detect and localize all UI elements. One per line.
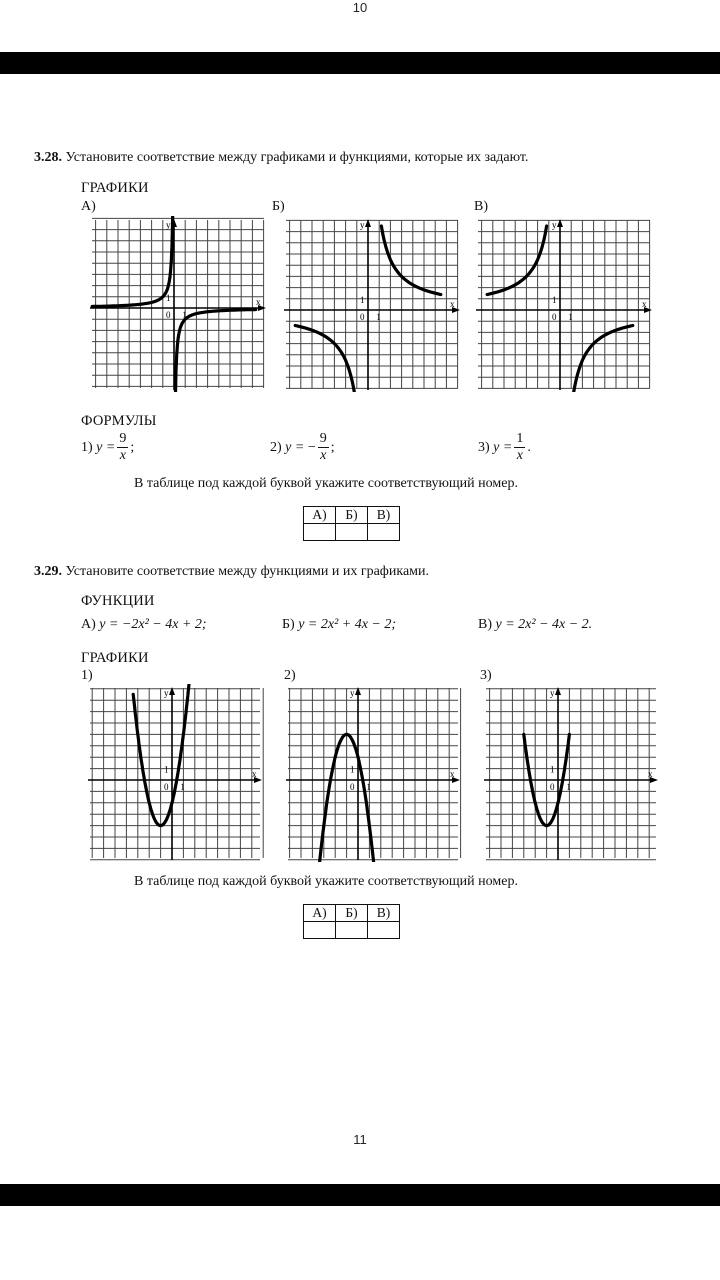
task-329-instruction: В таблице под каждой буквой укажите соответствующий номер. bbox=[134, 874, 518, 889]
y-axis-label: y bbox=[166, 220, 171, 230]
answer-cell-v[interactable] bbox=[368, 524, 400, 541]
function-v-letter: В) bbox=[478, 617, 492, 632]
formula-2-lhs: y = bbox=[285, 439, 305, 455]
answer-cell-a[interactable] bbox=[304, 922, 336, 939]
graph-label-3: 3) bbox=[480, 668, 492, 683]
function-a-text: y = −2x² − 4x + 2; bbox=[99, 617, 207, 632]
answer-header-v: В) bbox=[368, 905, 400, 922]
function-b bbox=[282, 617, 396, 633]
formula-1-numerator: 9 bbox=[119, 431, 127, 446]
answer-header-v: В) bbox=[368, 507, 400, 524]
task-328-formulas-heading: ФОРМУЛЫ bbox=[81, 413, 157, 429]
formula-2-index: 2) bbox=[270, 439, 282, 455]
y-axis-arrow-icon bbox=[169, 687, 175, 695]
graph-label-v: В) bbox=[474, 199, 488, 214]
formula-2 bbox=[270, 432, 335, 463]
function-v-text: y = 2x² − 4x − 2. bbox=[495, 617, 593, 632]
task-328-answer-table bbox=[303, 506, 400, 541]
graph-label-2: 2) bbox=[284, 668, 296, 683]
formula-2-tail: ; bbox=[330, 439, 335, 455]
origin-label: 0 bbox=[164, 782, 169, 792]
x-axis-label: x bbox=[256, 297, 261, 307]
x-axis-label: x bbox=[450, 769, 455, 779]
answer-cell-a[interactable] bbox=[304, 524, 336, 541]
origin-label: 0 bbox=[360, 312, 365, 322]
formula-1-lhs: y = bbox=[96, 439, 116, 455]
y-unit-label: 1 bbox=[550, 764, 555, 775]
x-axis-label: x bbox=[450, 299, 455, 309]
formula-2-denominator: x bbox=[320, 448, 327, 463]
hyperbola-graph-v bbox=[474, 216, 654, 392]
page-number-top: 10 bbox=[352, 0, 368, 15]
answer-header-b: Б) bbox=[336, 905, 368, 922]
function-b-text: y = 2x² + 4x − 2; bbox=[298, 617, 397, 632]
page-separator-top bbox=[0, 52, 720, 74]
function-curve-1 bbox=[133, 684, 190, 826]
answer-cell-b[interactable] bbox=[336, 524, 368, 541]
graph-label-1: 1) bbox=[81, 668, 93, 683]
parabola-graph-2 bbox=[284, 684, 462, 862]
task-328-heading bbox=[34, 150, 528, 166]
x-unit-label: 1 bbox=[180, 782, 185, 792]
task-328-instruction: В таблице под каждой буквой укажите соответствующий номер. bbox=[134, 476, 518, 491]
origin-label: 0 bbox=[166, 310, 171, 320]
x-axis-label: x bbox=[252, 769, 257, 779]
task-328-number: 3.28. bbox=[34, 150, 62, 165]
formula-3-denominator: x bbox=[516, 448, 523, 463]
x-unit-label: 1 bbox=[566, 782, 571, 792]
page-separator-bottom bbox=[0, 1184, 720, 1206]
answer-header-a: А) bbox=[304, 905, 336, 922]
x-axis-label: x bbox=[648, 769, 653, 779]
y-axis-label: y bbox=[164, 688, 169, 698]
formula-3-index: 3) bbox=[478, 439, 490, 455]
formula-2-numerator: 9 bbox=[319, 431, 327, 446]
y-axis-arrow-icon bbox=[555, 687, 561, 695]
origin-label: 0 bbox=[552, 312, 557, 322]
formula-3 bbox=[478, 432, 531, 463]
x-unit-label: 1 bbox=[366, 782, 371, 792]
formula-1-tail: ; bbox=[130, 439, 135, 455]
answer-header-a: А) bbox=[304, 507, 336, 524]
answer-cell-b[interactable] bbox=[336, 922, 368, 939]
graph-label-b: Б) bbox=[272, 199, 285, 214]
function-v bbox=[478, 617, 592, 633]
task-329-number: 3.29. bbox=[34, 564, 62, 579]
y-unit-label: 1 bbox=[166, 292, 171, 303]
task-329-functions-heading: ФУНКЦИИ bbox=[81, 593, 155, 609]
y-axis-label: y bbox=[552, 220, 557, 230]
x-unit-label: 1 bbox=[182, 310, 187, 320]
formula-3-numerator: 1 bbox=[516, 431, 524, 446]
x-axis-label: x bbox=[642, 299, 647, 309]
formula-1-denominator: x bbox=[119, 448, 126, 463]
origin-label: 0 bbox=[550, 782, 555, 792]
y-axis-arrow-icon bbox=[355, 687, 361, 695]
task-328-graphs-heading: ГРАФИКИ bbox=[81, 180, 149, 196]
formula-1-index: 1) bbox=[81, 439, 93, 455]
function-a-letter: А) bbox=[81, 617, 96, 632]
task-329-answer-table bbox=[303, 904, 400, 939]
graph-label-a: А) bbox=[81, 199, 96, 214]
formula-3-tail: . bbox=[527, 439, 531, 455]
task-328-statement: Установите соответствие между графиками и функциями, которые их задают. bbox=[65, 150, 529, 165]
origin-label: 0 bbox=[350, 782, 355, 792]
answer-cell-v[interactable] bbox=[368, 922, 400, 939]
y-axis-label: y bbox=[360, 220, 365, 230]
task-329-statement: Установите соответствие между функциями и их графиками. bbox=[65, 564, 430, 579]
function-curve-2 bbox=[175, 310, 256, 393]
function-a bbox=[81, 617, 207, 633]
hyperbola-graph-b bbox=[282, 216, 462, 392]
y-unit-label: 1 bbox=[552, 294, 557, 305]
formula-1 bbox=[81, 432, 134, 463]
y-axis-label: y bbox=[350, 688, 355, 698]
x-unit-label: 1 bbox=[376, 312, 381, 322]
x-unit-label: 1 bbox=[568, 312, 573, 322]
y-axis-label: y bbox=[550, 688, 555, 698]
hyperbola-graph-a bbox=[88, 216, 268, 392]
task-329-heading bbox=[34, 564, 429, 580]
page-number-bottom: 11 bbox=[353, 1132, 367, 1147]
formula-3-lhs: y = bbox=[493, 439, 513, 455]
parabola-graph-3 bbox=[482, 684, 660, 862]
function-b-letter: Б) bbox=[282, 617, 295, 632]
y-unit-label: 1 bbox=[164, 764, 169, 775]
parabola-graph-1 bbox=[86, 684, 264, 862]
y-unit-label: 1 bbox=[350, 764, 355, 775]
y-unit-label: 1 bbox=[360, 294, 365, 305]
task-329-graphs-heading: ГРАФИКИ bbox=[81, 650, 149, 666]
answer-header-b: Б) bbox=[336, 507, 368, 524]
formula-2-sign: − bbox=[307, 439, 316, 455]
